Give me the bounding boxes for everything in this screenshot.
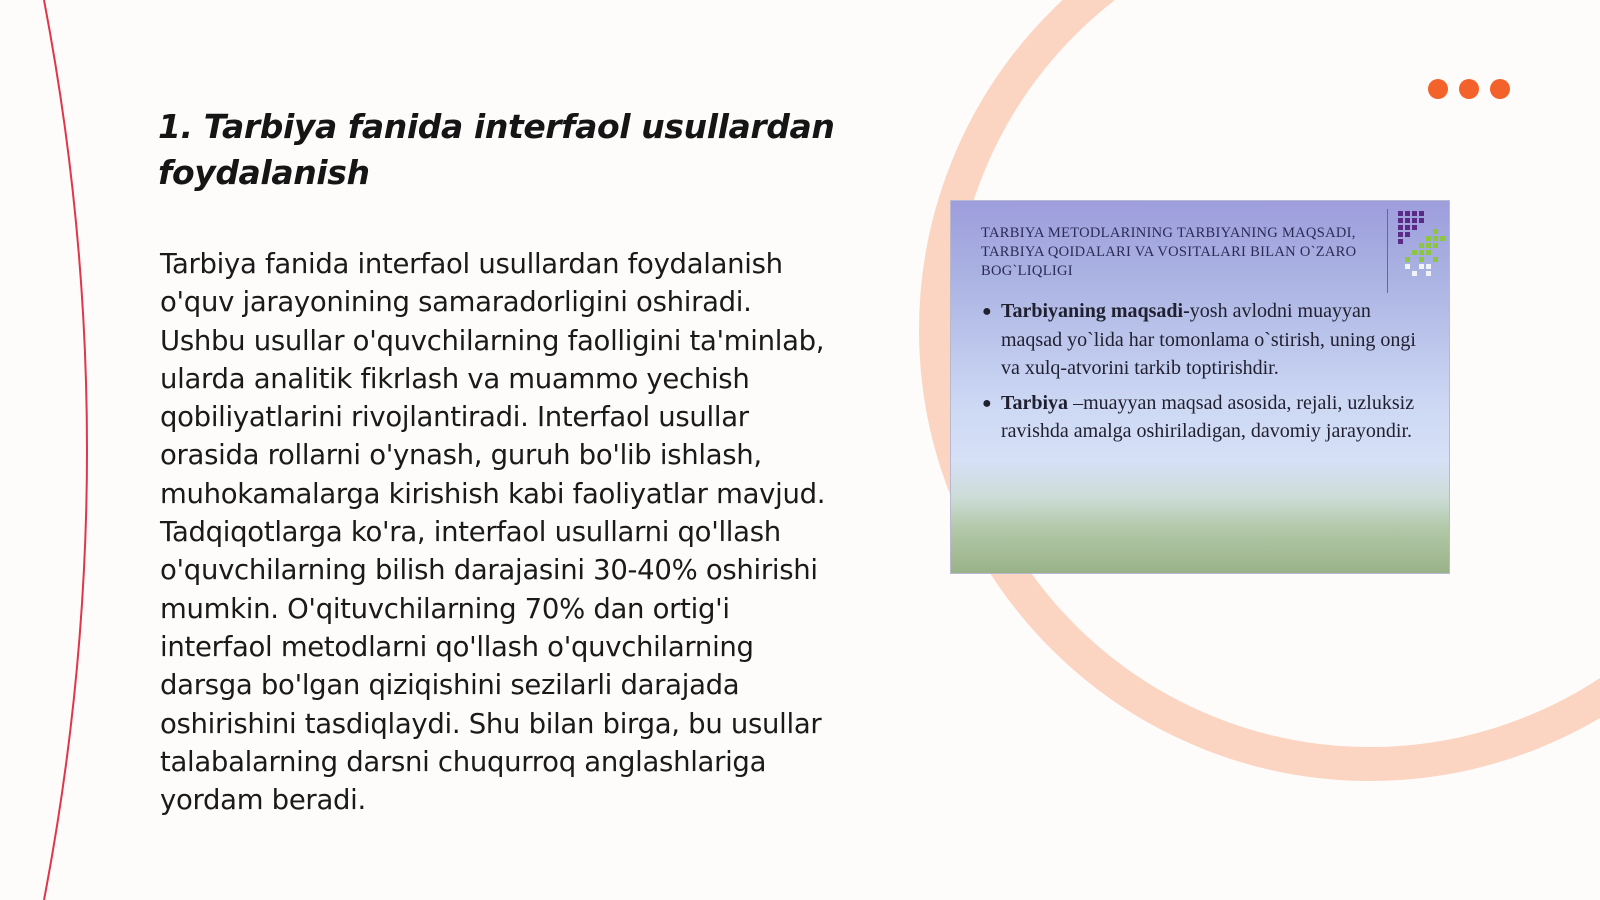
- dots-menu-icon: [1428, 79, 1510, 99]
- dot: [1428, 79, 1448, 99]
- page-title: 1. Tarbiya fanida interfaol usullardan foydalanish: [158, 107, 835, 192]
- definition: –muayyan maqsad asosida, rejali, uzluksiz ravishda amalga oshiriladigan, davomiy jarayondir.: [1001, 391, 1415, 442]
- embedded-slide-title: TARBIYA METODLARINING TARBIYANING MAQSADI, TARBIYA QOIDALARI VA VOSITALARI BILAN O`ZARO BOG`LIQLIGI: [981, 225, 1357, 279]
- list-item: [981, 297, 1421, 383]
- dot: [1459, 79, 1479, 99]
- bullet-icon: ●: [982, 303, 992, 320]
- bullet-icon: ●: [982, 394, 992, 412]
- dots-logo-icon: [1396, 209, 1446, 285]
- list-item: [981, 389, 1421, 446]
- body-paragraph: Tarbiya fanida interfaol usullardan foydalanish o'quv jarayonining samaradorligini oshiradi. Ushbu usullar o'quvchilarning faolligini ta'minlab, ularda analitik fikrlash va muammo yechish qobiliyatlarini rivojlantiradi. Interfaol usullar orasida rollarni o'ynash, guruh bo'lib ishlash, muhokamalarga kirishish kabi faoliyatlar mavjud. Tadqiqotlarga ko'ra, interfaol usullarni qo'llash o'quvchilarning bilish darajasini 30-40% oshirishi mumkin. O'qituvchilarning 70% dan ortig'i interfaol metodlarni qo'llash o'quvchilarning darsga bo'lgan qiziqishini sezilarli darajada oshirishini tasdiqlaydi. Shu bilan birga, bu usullar talabalarning darsni chuqurroq anglashlariga yordam beradi.: [160, 248, 826, 817]
- embedded-slide-list: [981, 297, 1421, 452]
- left-curve-line: [44, 0, 87, 900]
- term: Tarbiya: [1001, 391, 1069, 414]
- divider: [1387, 209, 1388, 293]
- term: Tarbiyaning maqsadi-: [1001, 300, 1190, 322]
- embedded-slide-image: [950, 200, 1450, 574]
- dot: [1490, 79, 1510, 99]
- definition: yosh avlodni muayyan maqsad yo`lida har tomonlama o`stirish, uning ongi va xulq-atvorini tarkib toptirishdir.: [1001, 300, 1416, 379]
